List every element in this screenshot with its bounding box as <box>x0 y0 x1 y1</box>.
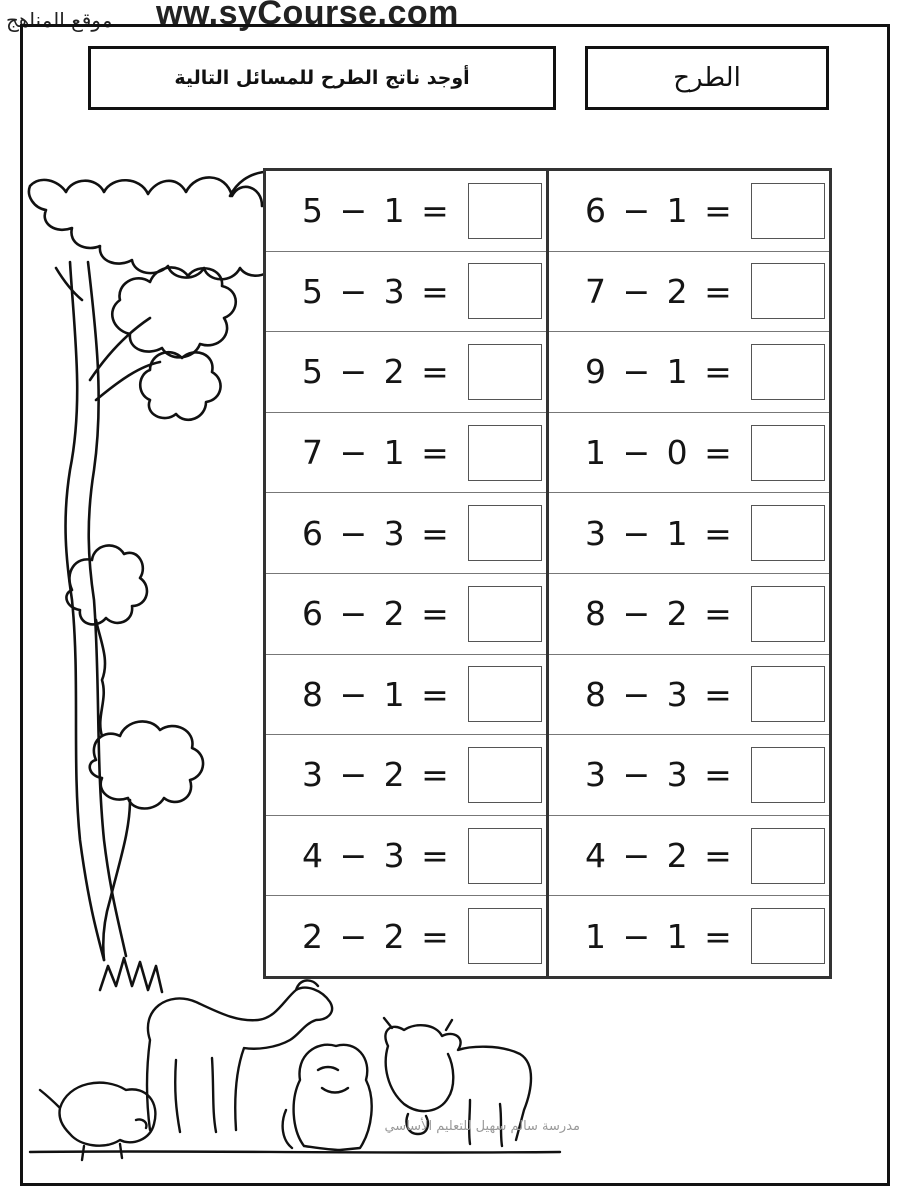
answer-box[interactable] <box>468 425 542 481</box>
answer-box[interactable] <box>468 908 542 964</box>
exercise-expression: 6 − 3 = <box>302 513 452 553</box>
exercise-row <box>266 412 546 493</box>
exercise-row <box>549 412 829 493</box>
exercise-row <box>266 895 546 976</box>
exercise-row <box>549 573 829 654</box>
answer-box[interactable] <box>751 505 825 561</box>
right-column <box>546 171 829 976</box>
site-arabic-name: موقع المناهج <box>6 8 113 32</box>
exercise-expression: 1 − 0 = <box>585 433 735 473</box>
exercise-expression: 5 − 2 = <box>302 352 452 392</box>
topic-title <box>585 46 829 110</box>
answer-box[interactable] <box>468 183 542 239</box>
answer-box[interactable] <box>468 828 542 884</box>
answer-box[interactable] <box>468 505 542 561</box>
exercise-expression: 8 − 1 = <box>302 674 452 714</box>
exercise-expression: 1 − 1 = <box>585 916 735 956</box>
exercise-expression: 6 − 2 = <box>302 594 452 634</box>
exercise-expression: 5 − 1 = <box>302 191 452 231</box>
exercise-row <box>549 734 829 815</box>
exercise-expression: 3 − 1 = <box>585 513 735 553</box>
answer-box[interactable] <box>751 425 825 481</box>
answer-box[interactable] <box>751 586 825 642</box>
answer-box[interactable] <box>468 263 542 319</box>
answer-box[interactable] <box>468 344 542 400</box>
exercise-row <box>266 251 546 332</box>
instruction-title <box>88 46 556 110</box>
exercise-expression: 3 − 2 = <box>302 755 452 795</box>
exercise-row <box>266 492 546 573</box>
subtraction-table <box>263 168 832 979</box>
exercise-expression: 8 − 3 = <box>585 674 735 714</box>
exercise-row <box>549 654 829 735</box>
exercise-expression: 4 − 2 = <box>585 836 735 876</box>
answer-box[interactable] <box>468 666 542 722</box>
exercise-row <box>549 171 829 251</box>
exercise-row <box>266 734 546 815</box>
answer-box[interactable] <box>751 666 825 722</box>
exercise-expression: 4 − 3 = <box>302 836 452 876</box>
left-column <box>266 171 546 976</box>
answer-box[interactable] <box>751 263 825 319</box>
exercise-row <box>266 654 546 735</box>
site-url[interactable]: ww.syCourse.com <box>156 0 459 32</box>
answer-box[interactable] <box>751 908 825 964</box>
exercise-row <box>266 171 546 251</box>
exercise-expression: 6 − 1 = <box>585 191 735 231</box>
exercise-row <box>549 331 829 412</box>
answer-box[interactable] <box>751 747 825 803</box>
exercise-row <box>549 895 829 976</box>
exercise-expression: 7 − 2 = <box>585 271 735 311</box>
exercise-expression: 2 − 2 = <box>302 916 452 956</box>
school-line: مدرسة سالم سهيل للتعليم الأساسي <box>384 1119 580 1134</box>
exercise-expression: 7 − 1 = <box>302 433 452 473</box>
instruction-text: أوجد ناتج الطرح للمسائل التالية <box>174 67 470 89</box>
answer-box[interactable] <box>751 828 825 884</box>
exercise-row <box>266 573 546 654</box>
exercise-expression: 5 − 3 = <box>302 271 452 311</box>
answer-box[interactable] <box>751 344 825 400</box>
exercise-expression: 9 − 1 = <box>585 352 735 392</box>
exercise-row <box>549 815 829 896</box>
school-watermark <box>300 1118 580 1136</box>
exercise-expression: 8 − 2 = <box>585 594 735 634</box>
exercise-row <box>549 492 829 573</box>
exercise-expression: 3 − 3 = <box>585 755 735 795</box>
exercise-row <box>266 331 546 412</box>
exercise-row <box>549 251 829 332</box>
answer-box[interactable] <box>468 586 542 642</box>
exercise-row <box>266 815 546 896</box>
answer-box[interactable] <box>751 183 825 239</box>
topic-text: الطرح <box>673 63 741 93</box>
answer-box[interactable] <box>468 747 542 803</box>
